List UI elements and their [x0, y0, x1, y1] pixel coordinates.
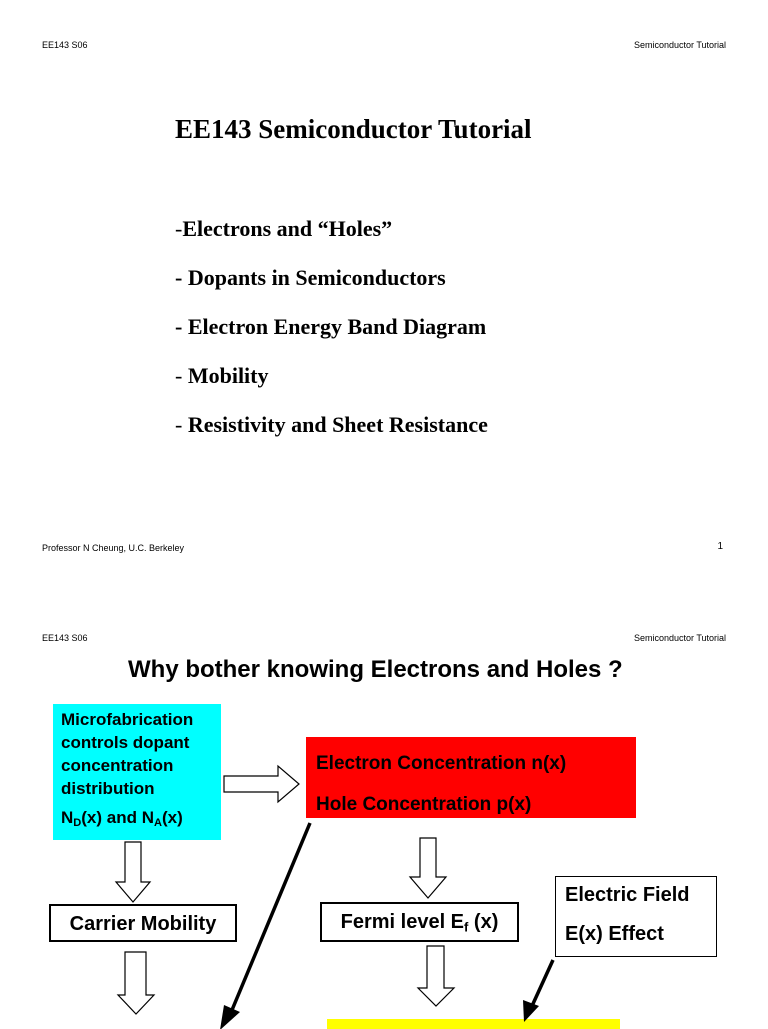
micro-line: Microfabrication: [61, 710, 194, 729]
micro-line: controls dopant: [61, 733, 190, 752]
slide-title: EE143 Semiconductor Tutorial: [175, 114, 532, 144]
micro-line: distribution: [61, 779, 155, 798]
electric-field-box: [555, 876, 717, 957]
electron-concentration-label: Electron Concentration n(x): [316, 753, 567, 774]
micro-line: concentration: [61, 756, 174, 775]
bullet-item: - Dopants in Semiconductors: [175, 265, 446, 290]
header-left: EE143 S06: [42, 40, 88, 50]
down-arrow-icon: [116, 842, 150, 902]
bullet-item: -Electrons and “Holes”: [175, 216, 393, 241]
footer-author: Professor N Cheung, U.C. Berkeley: [42, 543, 185, 553]
fermi-level-box: Fermi level $E_f$ (x): [320, 902, 519, 942]
electric-field-effect-label: E(x) Effect: [565, 923, 664, 945]
hole-concentration-label: Hole Concentration p(x): [316, 794, 532, 815]
microfabrication-box: [53, 704, 221, 840]
header-right: Semiconductor Tutorial: [633, 40, 726, 50]
slide-title: Why bother knowing Electrons and Holes ?: [128, 656, 623, 683]
down-arrow-icon: [418, 946, 454, 1006]
page-number: 1: [717, 541, 723, 552]
header-left: EE143 S06: [42, 633, 88, 643]
bullet-item: - Electron Energy Band Diagram: [175, 314, 487, 339]
electric-field-label: Electric Field: [565, 884, 690, 906]
dopant-formula: $N_D(x)$ and $N_A(x)$: [61, 808, 183, 829]
down-arrow-icon: [118, 952, 154, 1014]
header-right: Semiconductor Tutorial: [633, 633, 726, 643]
diagonal-arrowhead-icon: [220, 1005, 240, 1029]
bullet-item: - Resistivity and Sheet Resistance: [175, 412, 488, 437]
yellow-result-box: [327, 1019, 620, 1029]
carrier-mobility-box: Carrier Mobility: [49, 904, 237, 942]
bullet-item: - Mobility: [175, 363, 269, 388]
right-arrow-icon: [224, 766, 299, 802]
efield-arrow-line: [532, 960, 553, 1006]
concentration-box: [306, 737, 636, 818]
diagonal-arrow-line: [232, 823, 310, 1010]
down-arrow-icon: [410, 838, 446, 898]
